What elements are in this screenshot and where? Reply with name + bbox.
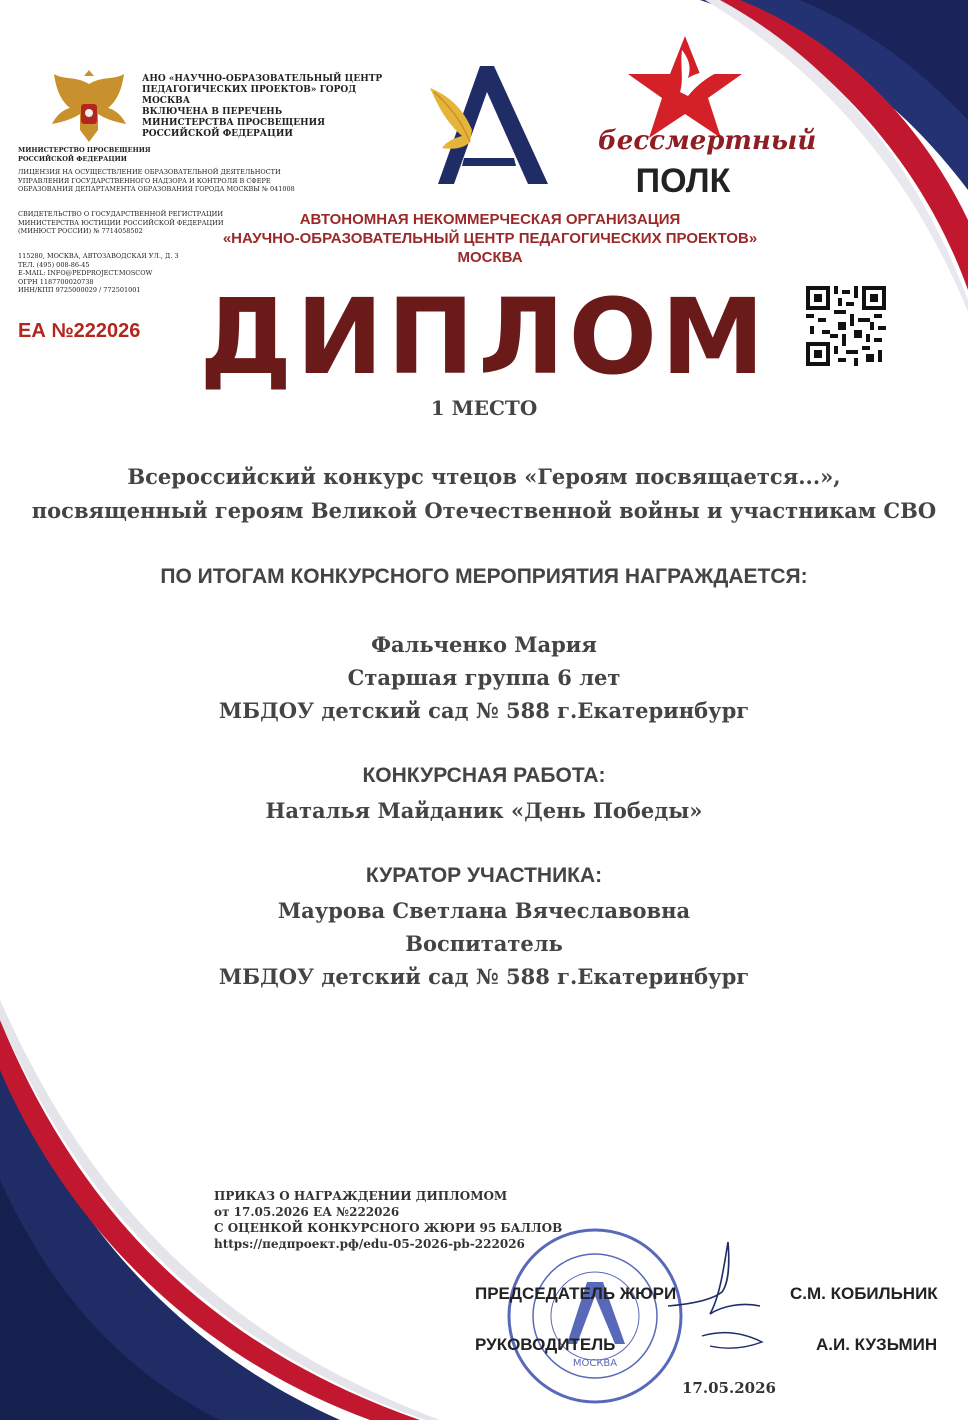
state-emblem-icon [46,70,132,146]
chair-role: ПРЕДСЕДАТЕЛЬ ЖЮРИ [475,1284,677,1303]
chair-name: С.М. КОБИЛЬНИК [790,1284,938,1303]
curator-heading: КУРАТОР УЧАСТНИКА: [365,864,603,887]
organization-title [210,210,770,267]
ano-info [142,74,402,140]
license-info [18,168,338,194]
recipient-institution: МБДОУ детский сад № 588 г.Екатеринбург [218,698,750,723]
head-name: А.И. КУЗЬМИН [816,1335,938,1354]
ministry-title [18,146,168,163]
registration-number: ЕА №222026 [18,320,141,342]
place-label: 1 МЕСТО [430,396,538,420]
diploma-title: ДИПЛОМ [199,276,769,398]
contact-line: ОГРН 1187700020738 [18,277,94,286]
license-line: ОБРАЗОВАНИЯ ДЕПАРТАМЕНТА ОБРАЗОВАНИЯ ГОРОДА МОСКВЫ № 041008 [18,185,295,193]
contact-line: ТЕЛ. (495) 008-86-45 [18,260,90,269]
ano-logo-icon [424,62,556,188]
recipient-name: Фальченко Мария [371,632,597,657]
ano-info-line: ПЕДАГОГИЧЕСКИХ ПРОЕКТОВ» ГОРОД МОСКВА [142,85,357,106]
immortal-script-word: бессмертный [598,126,817,156]
organization-title-line: АВТОНОМНАЯ НЕКОММЕРЧЕСКАЯ ОРГАНИЗАЦИЯ [299,211,681,228]
award-order-line: от 17.05.2026 ЕА №222026 [214,1205,400,1219]
contact-line: 115280, МОСКВА, АВТОЗАВОДСКАЯ УЛ., Д. 3 [18,252,179,260]
curator-institution: МБДОУ детский сад № 588 г.Екатеринбург [218,964,750,989]
award-order-link[interactable]: https://педпроект.рф/edu-05-2026-pb-222026 [214,1237,525,1251]
round-seal-icon [505,1226,685,1406]
chair-signature [662,1236,782,1356]
registration-line: (МИНЮСТ РОССИИ) № 7714058502 [18,227,143,235]
ministry-title-line: РОССИЙСКОЙ ФЕДЕРАЦИИ [18,154,127,163]
curator-name: Маурова Светлана Вячеславовна [277,898,691,923]
organization-title-line: МОСКВА [457,249,523,266]
curator-position: Воспитатель [405,931,563,956]
registration-line: МИНИСТЕРСТВА ЮСТИЦИИ РОССИЙСКОЙ ФЕДЕРАЦИИ [18,218,224,227]
signature-date: 17.05.2026 [682,1379,776,1397]
head-role: РУКОВОДИТЕЛЬ [475,1335,616,1354]
ano-info-line: РОССИЙСКОЙ ФЕДЕРАЦИИ [142,129,293,139]
contest-title-line: посвященный героям Великой Отечественной войны и участникам СВО [31,498,937,523]
contact-line: ИНН/КПП 9725000029 / 772501001 [18,286,141,294]
award-order-line: ПРИКАЗ О НАГРАЖДЕНИИ ДИПЛОМОМ [214,1189,508,1203]
award-order-line: С ОЦЕНКОЙ КОНКУРСНОГО ЖЮРИ 95 БАЛЛОВ [214,1221,563,1235]
registration-line: СВИДЕТЕЛЬСТВО О ГОСУДАРСТВЕННОЙ РЕГИСТРАЦИИ [18,210,224,218]
immortal-regiment-word: ПОЛК [635,162,731,200]
seal-city-text: МОСКВА [572,1358,618,1369]
license-line: УПРАВЛЕНИЯ ГОСУДАРСТВЕННОГО НАДЗОРА И КОНТРОЛЯ В СФЕРЕ [18,176,271,185]
ano-info-line: МИНИСТЕРСТВА ПРОСВЕЩЕНИЯ [142,118,326,128]
contact-line: E-MAIL: INFO@PEDPROJECT.MOSCOW [18,269,153,277]
recipient-group: Старшая группа 6 лет [347,665,621,690]
ministry-title-line: МИНИСТЕРСТВО ПРОСВЕЩЕНИЯ [18,146,151,154]
award-heading: ПО ИТОГАМ КОНКУРСНОГО МЕРОПРИЯТИЯ НАГРАЖДАЕТСЯ: [160,565,808,588]
ano-info-line: АНО «НАУЧНО-ОБРАЗОВАТЕЛЬНЫЙ ЦЕНТР [142,74,383,84]
ano-info-line: ВКЛЮЧЕНА В ПЕРЕЧЕНЬ [142,107,283,117]
organization-title-line: «НАУЧНО-ОБРАЗОВАТЕЛЬНЫЙ ЦЕНТР ПЕДАГОГИЧЕСКИХ ПРОЕКТОВ» [222,230,758,247]
work-heading: КОНКУРСНАЯ РАБОТА: [362,764,606,787]
contest-title-line: Всероссийский конкурс чтецов «Героям посвящается...», [127,464,841,489]
work-title: Наталья Майданик «День Победы» [265,798,703,823]
license-line: ЛИЦЕНЗИЯ НА ОСУЩЕСТВЛЕНИЕ ОБРАЗОВАТЕЛЬНОЙ ДЕЯТЕЛЬНОСТИ [18,168,281,176]
